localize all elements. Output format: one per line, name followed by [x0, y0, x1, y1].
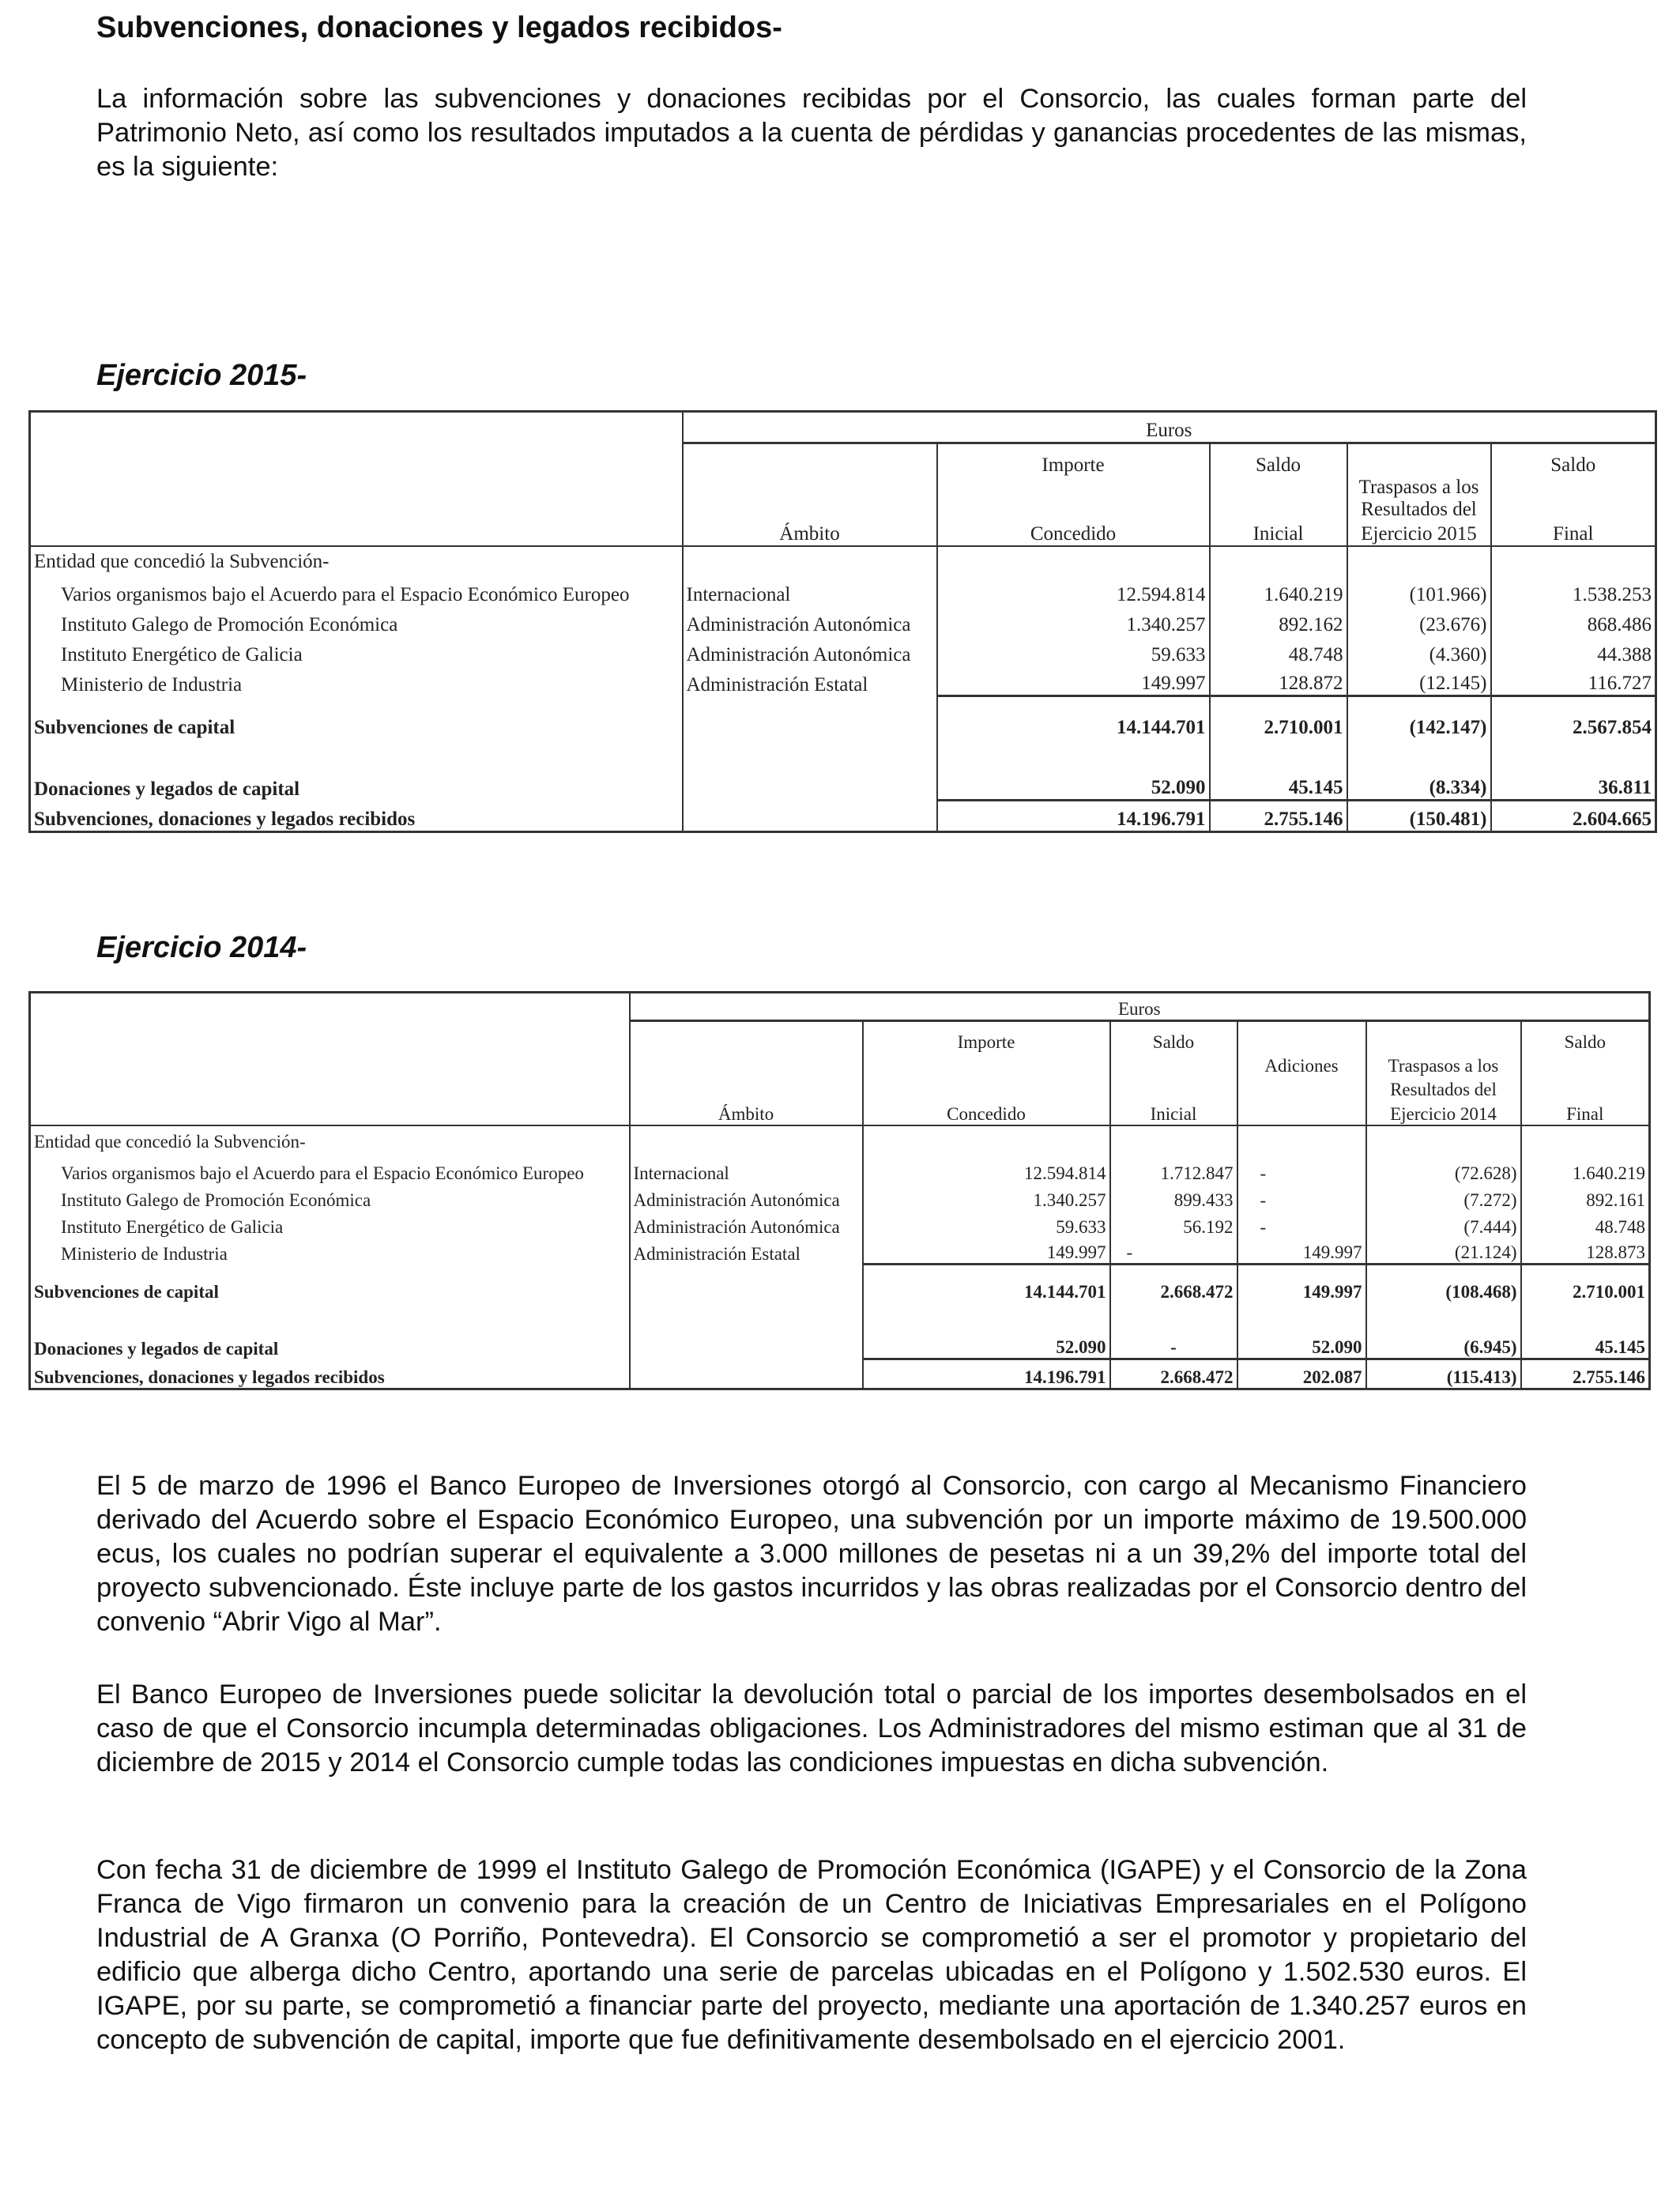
table-row: Varios organismos bajo el Acuerdo para el Espacio Económico Europeo Internacional 12.594.814 1.712.847 - (72.628) 1.640.219	[30, 1152, 1650, 1184]
total-row: Donaciones y legados de capital 52.090 45.145 (8.334) 36.811	[30, 739, 1656, 801]
col-traspasos-h2: Resultados del	[1347, 499, 1491, 521]
euros-header: Euros	[630, 993, 1650, 1021]
grand-total-row: Subvenciones, donaciones y legados recibidos 14.196.791 2.755.146 (150.481) 2.604.665	[30, 801, 1656, 832]
col-traspasos-h3: Ejercicio 2014	[1366, 1100, 1521, 1125]
col-ambito: Ámbito	[630, 1100, 863, 1125]
col-adiciones: Adiciones	[1237, 1053, 1366, 1076]
table-row: Instituto Energético de Galicia Administración Autonómica 59.633 56.192 - (7.444) 48.748	[30, 1211, 1650, 1238]
table-2015	[28, 410, 1655, 833]
table-row: Varios organismos bajo el Acuerdo para el Espacio Económico Europeo Internacional 12.594.814 1.640.219 (101.966) 1.538.253	[30, 573, 1656, 606]
col-saldo-final-h1: Saldo	[1491, 443, 1656, 477]
table-row: Instituto Energético de Galicia Administración Autonómica 59.633 48.748 (4.360) 44.388	[30, 636, 1656, 666]
col-saldo-final-h2: Final	[1491, 521, 1656, 546]
table-row: Instituto Galego de Promoción Económica Administración Autonómica 1.340.257 892.162 (23.676) 868.486	[30, 606, 1656, 636]
intro-paragraph: La información sobre las subvenciones y donaciones recibidas por el Consorcio, las cuales forman parte del Patrimonio Neto, así como los resultados imputados a la cuenta de pérdidas y ganancias procedentes de las mismas, es la siguiente:	[96, 84, 1527, 182]
col-saldo-final-h1: Saldo	[1521, 1021, 1650, 1053]
table-row: Ministerio de Industria Administración Estatal 149.997 128.872 (12.145) 116.727	[30, 666, 1656, 696]
total-row: Subvenciones de capital 14.144.701 2.668.472 149.997 (108.468) 2.710.001	[30, 1265, 1650, 1302]
col-traspasos-h2: Resultados del	[1366, 1076, 1521, 1100]
col-ambito: Ámbito	[683, 521, 937, 546]
section-title: Subvenciones, donaciones y legados recibidos-	[96, 11, 782, 44]
col-traspasos-h1: Traspasos a los	[1347, 477, 1491, 499]
table-2014	[28, 991, 1648, 1390]
col-saldo-inicial-h1: Saldo	[1210, 443, 1347, 477]
col-saldo-inicial-h1: Saldo	[1110, 1021, 1237, 1053]
entidad-label: Entidad que concedió la Subvención-	[30, 546, 683, 573]
total-row: Donaciones y legados de capital 52.090 - 52.090 (6.945) 45.145	[30, 1302, 1650, 1359]
col-saldo-inicial-h2: Inicial	[1210, 521, 1347, 546]
paragraph-devolucion: El Banco Europeo de Inversiones puede solicitar la devolución total o parcial de los importes desembolsados en el caso de que el Consorcio incumpla determinadas obligaciones. Los Administradores del mismo estiman que al 31 de diciembre de 2015 y 2014 el Consorcio cumple todas las condiciones impuestas en dicha subvención.	[96, 1679, 1527, 1777]
total-row: Subvenciones de capital 14.144.701 2.710.001 (142.147) 2.567.854	[30, 696, 1656, 739]
table-row: Instituto Galego de Promoción Económica Administración Autonómica 1.340.257 899.433 - (7.272) 892.161	[30, 1184, 1650, 1211]
col-saldo-final-h2: Final	[1521, 1100, 1650, 1125]
euros-header: Euros	[683, 412, 1656, 443]
table-row: Ministerio de Industria Administración Estatal 149.997 - 149.997 (21.124) 128.873	[30, 1238, 1650, 1265]
col-traspasos-h1: Traspasos a los	[1366, 1053, 1521, 1076]
col-importe-h2: Concedido	[937, 521, 1210, 546]
heading-2015: Ejercicio 2015-	[96, 359, 307, 392]
paragraph-igape: Con fecha 31 de diciembre de 1999 el Instituto Galego de Promoción Económica (IGAPE) y el Consorcio de la Zona Franca de Vigo firmaron un convenio para la creación de un Centro de Iniciativas Empresariales en el Polígono Industrial de A Granxa (O Porriño, Pontevedra). El Consorcio se comprometió a ser el promotor y propietario del edificio que alberga dicho Centro, aportando una serie de parcelas ubicadas en el Polígono y 1.502.530 euros. El IGAPE, por su parte, se comprometió a financiar parte del proyecto, mediante una aportación de 1.340.257 euros en concepto de subvención de capital, importe que fue definitivamente desembolsado en el ejercicio 2001.	[96, 1855, 1527, 2055]
grand-total-row: Subvenciones, donaciones y legados recibidos 14.196.791 2.668.472 202.087 (115.413) 2.755.146	[30, 1359, 1650, 1389]
col-importe-h1: Importe	[863, 1021, 1110, 1053]
col-saldo-inicial-h2: Inicial	[1110, 1100, 1237, 1125]
col-importe-h2: Concedido	[863, 1100, 1110, 1125]
heading-2014: Ejercicio 2014-	[96, 931, 307, 964]
col-traspasos-h3: Ejercicio 2015	[1347, 521, 1491, 546]
col-importe-h1: Importe	[937, 443, 1210, 477]
entidad-label: Entidad que concedió la Subvención-	[30, 1125, 630, 1152]
paragraph-bei: El 5 de marzo de 1996 el Banco Europeo de Inversiones otorgó al Consorcio, con cargo al Mecanismo Financiero derivado del Acuerdo sobre el Espacio Económico Europeo, una subvención por un importe máximo de 19.500.000 ecus, los cuales no podrían superar el equivalente a 3.000 millones de pesetas ni a un 39,2% del importe total del proyecto subvencionado. Éste incluye parte de los gastos incurridos y las obras realizadas por el Consorcio dentro del convenio “Abrir Vigo al Mar”.	[96, 1471, 1527, 1637]
